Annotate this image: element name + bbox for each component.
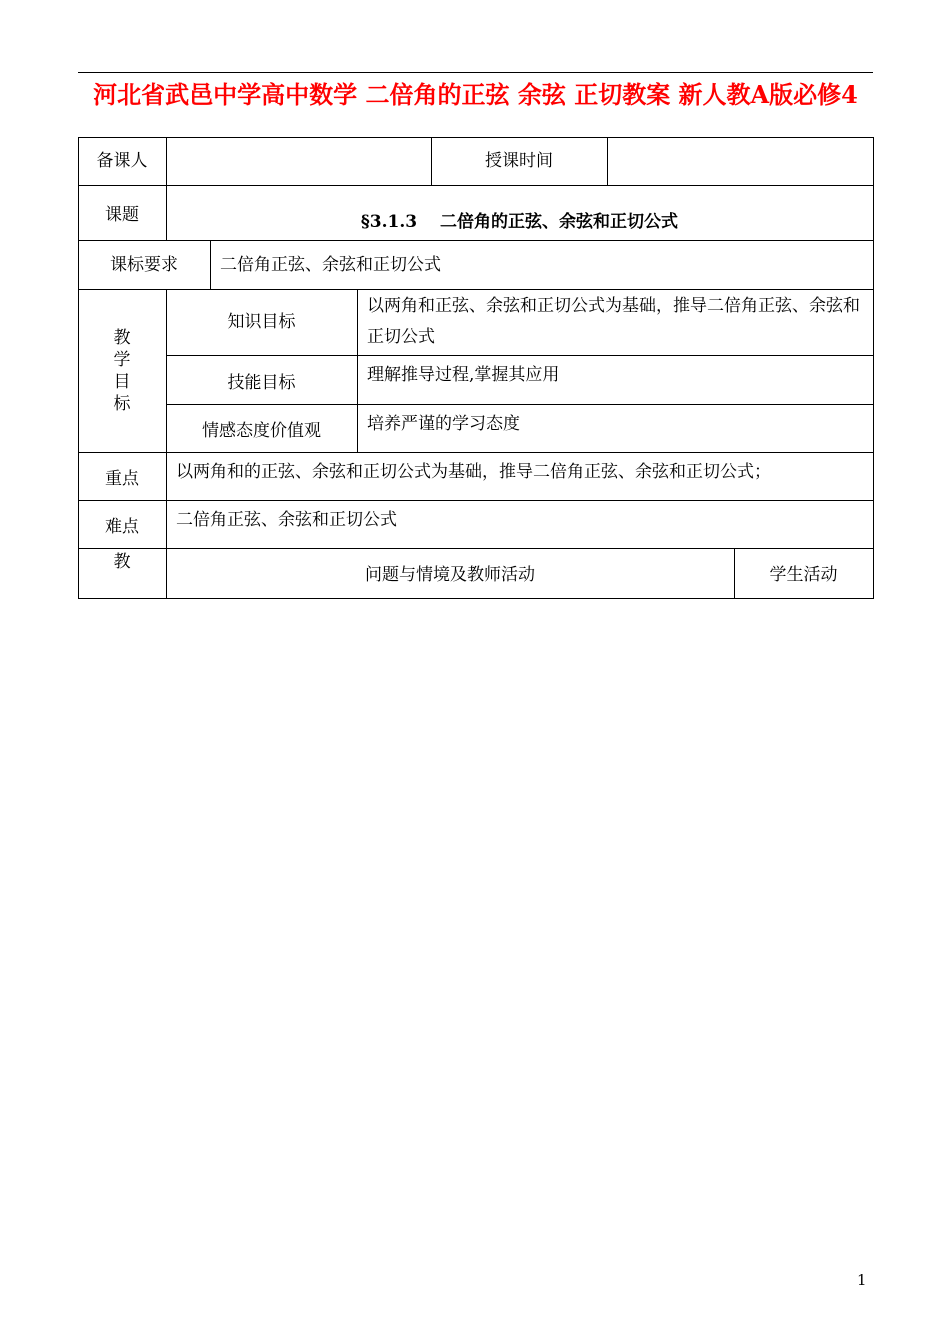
topic-label: 课题	[105, 205, 139, 225]
difficulty-value: 二倍角正弦、余弦和正切公式	[176, 510, 397, 530]
objectives-label-char: 教	[113, 327, 131, 348]
teacher-activity-header: 问题与情境及教师活动	[365, 565, 535, 585]
objectives-label-char: 目	[113, 371, 131, 392]
student-activity-header: 学生活动	[769, 565, 838, 585]
knowledge-value: 以两角和正弦、余弦和正切公式为基础，推导二倍角正弦、余弦和正切公式	[367, 296, 860, 347]
difficulty-label: 难点	[105, 517, 139, 537]
time-label: 授课时间	[485, 151, 553, 171]
objectives-label	[78, 289, 166, 452]
emotion-value: 培养严谨的学习态度	[367, 414, 520, 434]
standard-label: 课标要求	[110, 254, 178, 275]
table-border-right	[873, 137, 874, 598]
key-label: 重点	[105, 469, 139, 489]
time-value	[607, 137, 873, 185]
page-number: 1	[857, 1271, 867, 1289]
document-title: 河北省武邑中学高中数学 二倍角的正弦 余弦 正切教案 新人教A版必修4	[93, 80, 858, 109]
header-rule	[78, 72, 873, 73]
topic-value: §3.1.3 二倍角的正弦、余弦和正切公式	[360, 212, 679, 232]
emotion-label: 情感态度价值观	[202, 421, 321, 441]
skill-label: 技能目标	[227, 372, 296, 393]
knowledge-label: 知识目标	[227, 312, 296, 332]
objectives-label-char: 学	[113, 349, 131, 370]
preparer-value	[166, 137, 431, 185]
table-border-bottom	[78, 598, 874, 599]
process-label: 教	[113, 552, 131, 572]
preparer-label: 备课人	[96, 151, 148, 171]
standard-value: 二倍角正弦、余弦和正切公式	[220, 254, 441, 275]
key-value: 以两角和的正弦、余弦和正切公式为基础，推导二倍角正弦、余弦和正切公式；	[176, 462, 771, 482]
skill-value: 理解推导过程,掌握其应用	[367, 365, 560, 385]
objectives-label-char: 标	[113, 393, 131, 414]
